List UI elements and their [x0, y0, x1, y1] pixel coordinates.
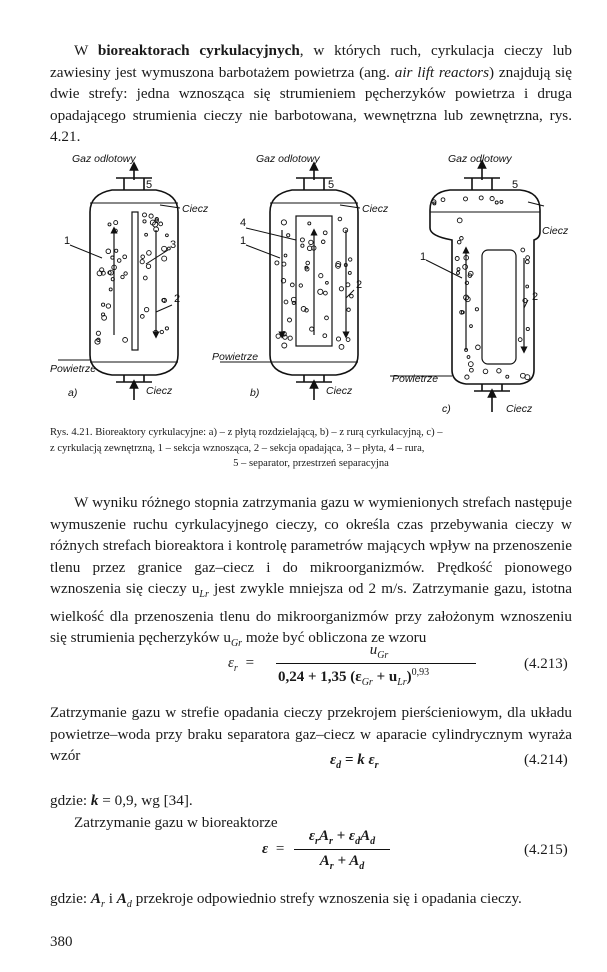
body3-text: Zatrzymanie gazu w bioreaktorze: [74, 813, 278, 831]
liquid-label-b-bottom: Ciecz: [326, 385, 353, 397]
bubble: [276, 334, 280, 338]
bubble: [346, 338, 350, 342]
bubble: [490, 197, 494, 201]
bubble: [324, 291, 328, 295]
gas-outlet-label-a: Gaz odlotowy: [72, 153, 136, 165]
body1c-text: może być obliczona ze wzoru: [242, 629, 427, 647]
liquid-label-c-bottom: Ciecz: [506, 403, 533, 415]
bubble: [521, 248, 525, 252]
liquid-label-b-top: Ciecz: [362, 203, 389, 215]
equation-4-213: $\varepsilon_r$ = $u_{Gr}$ 0,24 + 1,35 $(\varepsilon_{Gr} + u_{Lr})^{0,93}$: [228, 642, 488, 692]
eq215-number: (4.215): [524, 842, 568, 858]
bubble: [310, 327, 314, 331]
bubble: [141, 255, 145, 259]
body1b-text: jest zwykle mniejsza od 2 m/s. Zatrzymanie gazu, istotna wielkość dla przenoszenia tlenu do mikroorganizmów przy założonym wznoszeniu się strumienia pęcherzyków u: [50, 580, 572, 647]
bubble: [350, 294, 354, 298]
num-1-b: 1: [240, 235, 247, 247]
bubble: [457, 271, 460, 274]
bubble: [166, 234, 169, 237]
bubble: [526, 256, 530, 260]
bubble: [282, 343, 287, 348]
bubble: [526, 285, 529, 288]
eq215-fraction-bar: [294, 849, 390, 850]
bubble: [162, 256, 167, 261]
bubble: [518, 338, 522, 342]
eq215-numerator: $\varepsilon_rA_r + \varepsilon_dA_d$: [308, 828, 376, 847]
num-2-b: 2: [356, 279, 363, 291]
eq213-fraction-bar: [276, 663, 476, 664]
bubble: [306, 261, 310, 265]
equation-4-214: $\varepsilon_d = k$ $\varepsilon_r$: [330, 752, 379, 771]
num-2-c: 2: [532, 291, 539, 303]
eq215-denominator: $A_r + A_d$: [319, 853, 365, 872]
air-label-c: Powietrze: [392, 373, 439, 385]
reactor-c-downcomer-core: [482, 250, 516, 364]
bubble: [475, 308, 478, 311]
body-paragraph-2: [50, 702, 572, 767]
bubble: [106, 249, 111, 254]
bubble: [470, 368, 474, 372]
bubble: [468, 362, 473, 367]
eq213-denominator: 0,24 + 1,35 $(\varepsilon_{Gr} + u_{Lr})^{0,93}$: [278, 667, 430, 688]
bubble: [284, 300, 288, 304]
bubble: [323, 231, 327, 235]
bubble: [457, 240, 461, 244]
bubble: [321, 240, 325, 244]
num-5-b: 5: [328, 179, 335, 191]
intro-rest: ) znajdują się dwie strefy: jedna wznosząca się strumieniem pęcherzyków powietrza i druga opadającego strumienia cieczy nie barbotowana, wewnętrzna lub zewnętrzna, rys. 4.21.: [50, 63, 572, 145]
where-k-line: gdzie: k = 0,9, wg [34]. Zatrzymanie gazu w bioreaktorze: [50, 790, 572, 833]
caption-line-3: 5 – separator, przestrzeń separacyjna: [233, 458, 389, 469]
bubble: [121, 275, 124, 278]
bubble: [301, 244, 304, 247]
bubble: [108, 223, 111, 226]
bubble: [287, 234, 290, 237]
panel-b-label: b): [250, 387, 260, 399]
figure-caption: [50, 425, 572, 472]
bubble: [288, 318, 292, 322]
num-5-c: 5: [512, 179, 519, 191]
bubble: [464, 197, 468, 201]
intro-paragraph: [50, 40, 572, 148]
bubble: [299, 284, 302, 287]
bubble: [147, 251, 152, 256]
bubble: [308, 222, 311, 225]
bubble: [146, 264, 150, 268]
bubble: [162, 246, 167, 251]
page-number: 380: [50, 934, 73, 950]
intro-mid: , w których ruch, cyrkulacja cieczy lub zawiesiny jest wymuszona barbotażem powietrza (ang.: [50, 42, 572, 81]
air-label-a: Powietrze: [50, 363, 97, 375]
caption-line-2: z cyrkulacją zewnętrzną, 1 – sekcja wznosząca, 2 – sekcja opadająca, 3 – płyta, 4 – rura,: [50, 442, 425, 454]
bubble: [338, 217, 342, 221]
bubble: [339, 345, 344, 350]
bubble: [114, 221, 118, 225]
eq213-numerator: $u_{Gr}$: [369, 642, 389, 661]
bubble: [140, 315, 144, 319]
bubble: [106, 304, 110, 308]
bubble: [506, 375, 509, 378]
panel-c-label: c): [442, 403, 451, 415]
bubble: [467, 356, 470, 359]
bubble: [143, 276, 147, 280]
num-5-a: 5: [146, 179, 153, 191]
bubble: [290, 283, 294, 287]
equation-4-215: ε = $\varepsilon_rA_r + \varepsilon_dA_d$ $A_r + A_d$: [262, 828, 392, 878]
bubble: [339, 287, 343, 291]
bubble: [348, 271, 351, 274]
bubble: [347, 308, 350, 311]
air-label-b: Powietrze: [212, 351, 259, 363]
bubble: [325, 316, 329, 320]
bubble: [465, 375, 469, 379]
bubble: [326, 281, 329, 284]
num-4-b: 4: [240, 217, 247, 229]
bubble: [102, 303, 105, 306]
bubble: [457, 218, 462, 223]
bubble: [463, 265, 468, 270]
bubble: [319, 274, 323, 278]
bubble: [455, 257, 459, 261]
reactor-a-plate: [132, 212, 138, 350]
bubble: [284, 254, 287, 257]
bubble: [96, 331, 100, 335]
num-1-c: 1: [420, 251, 427, 263]
bubble: [495, 201, 498, 204]
bubble: [457, 268, 460, 271]
eq214-number: (4.214): [524, 752, 568, 768]
bubble: [281, 220, 286, 225]
bubble: [500, 200, 503, 203]
bubble: [288, 336, 292, 340]
bubble: [300, 238, 304, 242]
bubble: [160, 330, 163, 333]
bubble: [123, 255, 127, 259]
bubble: [109, 288, 112, 291]
intro-term-en: air lift reactors: [394, 63, 489, 81]
num-1-a: 1: [64, 235, 71, 247]
bubble: [309, 240, 313, 244]
body-paragraph-1: [50, 492, 572, 655]
intro-term: bioreaktorach cyrkulacyjnych: [97, 42, 300, 59]
bubbles-group: [95, 196, 530, 380]
bubble: [165, 327, 168, 330]
where-a-line: gdzie: $A_r$ i $A_d$ przekroje odpowiednio strefy wznoszenia się i opadania cieczy.: [50, 890, 522, 911]
bubble: [479, 196, 483, 200]
liquid-label-c-top: Ciecz: [542, 225, 569, 237]
bubble: [117, 259, 121, 263]
body1-text: W wyniku różnego stopnia zatrzymania gazu w wymienionych strefach następuje wymuszenie ruchu cyrkulacyjnego cieczy, co określa czas przebywania cieczy w różnych strefach bioreaktora i kontrolę parametrów mających wpływ na przenoszenie tlenu przez granice gaz–ciecz i do mikroorganizmów. Prędkość pionowego wznoszenia się cieczy u: [50, 494, 572, 597]
bubble: [470, 325, 473, 328]
bubble: [349, 258, 352, 261]
bubble: [123, 338, 128, 343]
gas-outlet-label-b: Gaz odlotowy: [256, 153, 320, 165]
bubble: [476, 345, 481, 350]
bubble: [525, 260, 529, 264]
bubble: [483, 369, 488, 374]
panel-a-label: a): [68, 387, 78, 399]
bubble: [460, 237, 464, 241]
liquid-label-a-bottom: Ciecz: [146, 385, 173, 397]
eq213-number: (4.213): [524, 656, 568, 672]
num-2-a: 2: [174, 293, 181, 305]
num-3-a: 3: [170, 239, 177, 251]
body1-sub: Lr: [199, 589, 209, 601]
bioreactor-diagram: [50, 150, 572, 422]
bubble: [441, 198, 445, 202]
bubble: [143, 213, 147, 217]
bubble: [159, 222, 163, 226]
gas-outlet-label-c: Gaz odlotowy: [448, 153, 512, 165]
liquid-label-a-top: Ciecz: [182, 203, 209, 215]
bubble: [336, 337, 340, 341]
bubble: [140, 260, 144, 264]
bubble: [115, 249, 118, 252]
bubble: [124, 272, 127, 275]
bubble: [521, 373, 526, 378]
bubble: [275, 261, 279, 265]
bubble: [497, 369, 501, 373]
figure-4-21: [50, 150, 572, 422]
bubble: [144, 307, 148, 311]
bubble: [323, 334, 327, 338]
bubble: [318, 289, 323, 294]
bubble: [143, 220, 146, 223]
caption-line-1: Rys. 4.21. Bioreaktory cyrkulacyjne: a) – z płytą rozdzielającą, b) – z rurą cyrkulacyjną, c) –: [50, 427, 443, 438]
bubble: [526, 327, 529, 330]
bubble: [145, 233, 148, 236]
body1-sub2: Gr: [230, 638, 243, 650]
intro-lead: W: [74, 42, 98, 59]
body2-text: Zatrzymanie gazu w strefie opadania cieczy przekrojem pierścieniowym, dla układu powietrze–woda przy braku separatora gaz–ciecz w aparacie cylindrycznym wyraża wzór: [50, 704, 572, 764]
bubble: [149, 214, 153, 218]
